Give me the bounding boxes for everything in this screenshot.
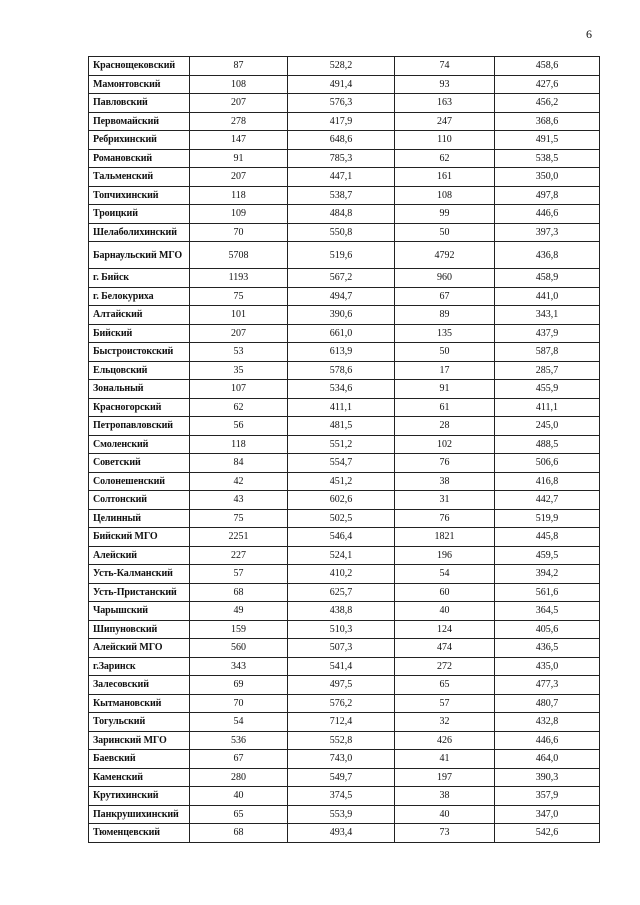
value-cell-2: 554,7 bbox=[288, 454, 395, 473]
value-cell-3: 93 bbox=[395, 75, 495, 94]
value-cell-3: 67 bbox=[395, 287, 495, 306]
value-cell-1: 159 bbox=[190, 620, 288, 639]
district-name-cell: Краснощековский bbox=[89, 57, 190, 76]
value-cell-3: 65 bbox=[395, 676, 495, 695]
table-row bbox=[89, 676, 600, 695]
value-cell-2: 602,6 bbox=[288, 491, 395, 510]
value-cell-3: 50 bbox=[395, 343, 495, 362]
table-body bbox=[89, 57, 600, 843]
value-cell-2: 438,8 bbox=[288, 602, 395, 621]
value-cell-4: 368,6 bbox=[495, 112, 600, 131]
value-cell-3: 4792 bbox=[395, 242, 495, 269]
district-name-cell: Панкрушихинский bbox=[89, 805, 190, 824]
district-name-cell: Кытмановский bbox=[89, 694, 190, 713]
table-row bbox=[89, 186, 600, 205]
table-row bbox=[89, 269, 600, 288]
district-name-cell: Тюменцевский bbox=[89, 824, 190, 843]
value-cell-4: 416,8 bbox=[495, 472, 600, 491]
value-cell-1: 207 bbox=[190, 324, 288, 343]
value-cell-3: 426 bbox=[395, 731, 495, 750]
value-cell-2: 481,5 bbox=[288, 417, 395, 436]
table-row bbox=[89, 361, 600, 380]
value-cell-1: 1193 bbox=[190, 269, 288, 288]
district-name-cell: Советский bbox=[89, 454, 190, 473]
table-row bbox=[89, 223, 600, 242]
district-name-cell: Романовский bbox=[89, 149, 190, 168]
value-cell-4: 538,5 bbox=[495, 149, 600, 168]
value-cell-4: 488,5 bbox=[495, 435, 600, 454]
value-cell-1: 5708 bbox=[190, 242, 288, 269]
table-row bbox=[89, 583, 600, 602]
value-cell-4: 437,9 bbox=[495, 324, 600, 343]
value-cell-2: 410,2 bbox=[288, 565, 395, 584]
value-cell-2: 507,3 bbox=[288, 639, 395, 658]
value-cell-1: 101 bbox=[190, 306, 288, 325]
table-row bbox=[89, 731, 600, 750]
table-row bbox=[89, 112, 600, 131]
value-cell-2: 712,4 bbox=[288, 713, 395, 732]
value-cell-2: 541,4 bbox=[288, 657, 395, 676]
value-cell-1: 68 bbox=[190, 824, 288, 843]
value-cell-2: 785,3 bbox=[288, 149, 395, 168]
value-cell-2: 519,6 bbox=[288, 242, 395, 269]
value-cell-1: 54 bbox=[190, 713, 288, 732]
district-name-cell: Топчихинский bbox=[89, 186, 190, 205]
value-cell-1: 278 bbox=[190, 112, 288, 131]
value-cell-3: 89 bbox=[395, 306, 495, 325]
value-cell-4: 480,7 bbox=[495, 694, 600, 713]
value-cell-2: 374,5 bbox=[288, 787, 395, 806]
table-row bbox=[89, 435, 600, 454]
table-row bbox=[89, 528, 600, 547]
district-name-cell: Солтонский bbox=[89, 491, 190, 510]
value-cell-2: 390,6 bbox=[288, 306, 395, 325]
value-cell-4: 364,5 bbox=[495, 602, 600, 621]
value-cell-1: 280 bbox=[190, 768, 288, 787]
value-cell-1: 118 bbox=[190, 435, 288, 454]
value-cell-3: 474 bbox=[395, 639, 495, 658]
table-row bbox=[89, 454, 600, 473]
table-row bbox=[89, 824, 600, 843]
value-cell-3: 1821 bbox=[395, 528, 495, 547]
value-cell-2: 534,6 bbox=[288, 380, 395, 399]
table-row bbox=[89, 149, 600, 168]
district-name-cell: Алтайский bbox=[89, 306, 190, 325]
table-row bbox=[89, 491, 600, 510]
value-cell-1: 84 bbox=[190, 454, 288, 473]
district-name-cell: Баевский bbox=[89, 750, 190, 769]
district-name-cell: Шипуновский bbox=[89, 620, 190, 639]
value-cell-1: 57 bbox=[190, 565, 288, 584]
value-cell-4: 397,3 bbox=[495, 223, 600, 242]
value-cell-2: 576,2 bbox=[288, 694, 395, 713]
value-cell-2: 613,9 bbox=[288, 343, 395, 362]
value-cell-1: 75 bbox=[190, 509, 288, 528]
value-cell-1: 560 bbox=[190, 639, 288, 658]
value-cell-1: 118 bbox=[190, 186, 288, 205]
district-name-cell: Каменский bbox=[89, 768, 190, 787]
table-row bbox=[89, 306, 600, 325]
value-cell-4: 441,0 bbox=[495, 287, 600, 306]
value-cell-3: 31 bbox=[395, 491, 495, 510]
value-cell-4: 458,6 bbox=[495, 57, 600, 76]
value-cell-3: 28 bbox=[395, 417, 495, 436]
value-cell-1: 147 bbox=[190, 131, 288, 150]
data-table bbox=[88, 56, 600, 843]
value-cell-3: 124 bbox=[395, 620, 495, 639]
value-cell-2: 551,2 bbox=[288, 435, 395, 454]
value-cell-1: 75 bbox=[190, 287, 288, 306]
value-cell-2: 524,1 bbox=[288, 546, 395, 565]
page-number: 6 bbox=[586, 27, 592, 41]
district-name-cell: Троицкий bbox=[89, 205, 190, 224]
value-cell-3: 62 bbox=[395, 149, 495, 168]
value-cell-4: 459,5 bbox=[495, 546, 600, 565]
value-cell-4: 587,8 bbox=[495, 343, 600, 362]
value-cell-2: 550,8 bbox=[288, 223, 395, 242]
value-cell-2: 661,0 bbox=[288, 324, 395, 343]
value-cell-4: 390,3 bbox=[495, 768, 600, 787]
value-cell-3: 40 bbox=[395, 805, 495, 824]
value-cell-3: 102 bbox=[395, 435, 495, 454]
table-row bbox=[89, 787, 600, 806]
value-cell-3: 32 bbox=[395, 713, 495, 732]
table-row bbox=[89, 417, 600, 436]
value-cell-3: 99 bbox=[395, 205, 495, 224]
value-cell-1: 35 bbox=[190, 361, 288, 380]
value-cell-1: 65 bbox=[190, 805, 288, 824]
district-name-cell: г. Бийск bbox=[89, 269, 190, 288]
value-cell-3: 74 bbox=[395, 57, 495, 76]
value-cell-1: 2251 bbox=[190, 528, 288, 547]
table-row bbox=[89, 94, 600, 113]
district-name-cell: Ребрихинский bbox=[89, 131, 190, 150]
value-cell-2: 491,4 bbox=[288, 75, 395, 94]
value-cell-1: 70 bbox=[190, 694, 288, 713]
value-cell-4: 542,6 bbox=[495, 824, 600, 843]
value-cell-2: 576,3 bbox=[288, 94, 395, 113]
table-row bbox=[89, 242, 600, 269]
value-cell-3: 135 bbox=[395, 324, 495, 343]
value-cell-3: 197 bbox=[395, 768, 495, 787]
value-cell-3: 161 bbox=[395, 168, 495, 187]
value-cell-3: 38 bbox=[395, 472, 495, 491]
value-cell-2: 549,7 bbox=[288, 768, 395, 787]
table-row bbox=[89, 768, 600, 787]
value-cell-2: 510,3 bbox=[288, 620, 395, 639]
value-cell-3: 163 bbox=[395, 94, 495, 113]
value-cell-3: 73 bbox=[395, 824, 495, 843]
district-name-cell: Барнаульский МГО bbox=[89, 242, 190, 269]
table-row bbox=[89, 75, 600, 94]
value-cell-2: 484,8 bbox=[288, 205, 395, 224]
value-cell-1: 107 bbox=[190, 380, 288, 399]
table-row bbox=[89, 565, 600, 584]
district-name-cell: Алейский МГО bbox=[89, 639, 190, 658]
value-cell-2: 743,0 bbox=[288, 750, 395, 769]
district-name-cell: Залесовский bbox=[89, 676, 190, 695]
table-row bbox=[89, 639, 600, 658]
value-cell-4: 347,0 bbox=[495, 805, 600, 824]
value-cell-2: 552,8 bbox=[288, 731, 395, 750]
value-cell-4: 427,6 bbox=[495, 75, 600, 94]
value-cell-4: 477,3 bbox=[495, 676, 600, 695]
district-name-cell: Быстроистокский bbox=[89, 343, 190, 362]
table-row bbox=[89, 805, 600, 824]
district-name-cell: Крутихинский bbox=[89, 787, 190, 806]
value-cell-2: 451,2 bbox=[288, 472, 395, 491]
value-cell-3: 272 bbox=[395, 657, 495, 676]
district-name-cell: Павловский bbox=[89, 94, 190, 113]
table-row bbox=[89, 205, 600, 224]
value-cell-4: 436,8 bbox=[495, 242, 600, 269]
district-name-cell: Усть-Калманский bbox=[89, 565, 190, 584]
district-name-cell: г. Белокуриха bbox=[89, 287, 190, 306]
value-cell-1: 87 bbox=[190, 57, 288, 76]
value-cell-3: 41 bbox=[395, 750, 495, 769]
value-cell-2: 578,6 bbox=[288, 361, 395, 380]
table-row bbox=[89, 546, 600, 565]
district-name-cell: Тогульский bbox=[89, 713, 190, 732]
value-cell-3: 960 bbox=[395, 269, 495, 288]
table-row bbox=[89, 343, 600, 362]
value-cell-2: 528,2 bbox=[288, 57, 395, 76]
district-name-cell: Алейский bbox=[89, 546, 190, 565]
value-cell-3: 40 bbox=[395, 602, 495, 621]
district-name-cell: Тальменский bbox=[89, 168, 190, 187]
value-cell-1: 68 bbox=[190, 583, 288, 602]
value-cell-1: 49 bbox=[190, 602, 288, 621]
value-cell-4: 394,2 bbox=[495, 565, 600, 584]
value-cell-4: 446,6 bbox=[495, 731, 600, 750]
table-row bbox=[89, 750, 600, 769]
value-cell-1: 70 bbox=[190, 223, 288, 242]
district-name-cell: Целинный bbox=[89, 509, 190, 528]
value-cell-4: 458,9 bbox=[495, 269, 600, 288]
district-name-cell: г.Заринск bbox=[89, 657, 190, 676]
district-name-cell: Смоленский bbox=[89, 435, 190, 454]
value-cell-1: 227 bbox=[190, 546, 288, 565]
district-name-cell: Петропавловский bbox=[89, 417, 190, 436]
table-row bbox=[89, 287, 600, 306]
district-name-cell: Шелаболихинский bbox=[89, 223, 190, 242]
value-cell-4: 464,0 bbox=[495, 750, 600, 769]
value-cell-3: 61 bbox=[395, 398, 495, 417]
value-cell-4: 445,8 bbox=[495, 528, 600, 547]
district-name-cell: Усть-Пристанский bbox=[89, 583, 190, 602]
value-cell-3: 91 bbox=[395, 380, 495, 399]
value-cell-2: 567,2 bbox=[288, 269, 395, 288]
value-cell-2: 494,7 bbox=[288, 287, 395, 306]
value-cell-4: 350,0 bbox=[495, 168, 600, 187]
value-cell-2: 497,5 bbox=[288, 676, 395, 695]
value-cell-2: 546,4 bbox=[288, 528, 395, 547]
value-cell-4: 506,6 bbox=[495, 454, 600, 473]
value-cell-2: 417,9 bbox=[288, 112, 395, 131]
value-cell-1: 69 bbox=[190, 676, 288, 695]
value-cell-1: 67 bbox=[190, 750, 288, 769]
value-cell-4: 456,2 bbox=[495, 94, 600, 113]
value-cell-1: 207 bbox=[190, 168, 288, 187]
value-cell-4: 245,0 bbox=[495, 417, 600, 436]
value-cell-4: 561,6 bbox=[495, 583, 600, 602]
value-cell-2: 538,7 bbox=[288, 186, 395, 205]
value-cell-2: 493,4 bbox=[288, 824, 395, 843]
value-cell-1: 56 bbox=[190, 417, 288, 436]
value-cell-1: 40 bbox=[190, 787, 288, 806]
district-name-cell: Заринский МГО bbox=[89, 731, 190, 750]
value-cell-2: 447,1 bbox=[288, 168, 395, 187]
value-cell-4: 442,7 bbox=[495, 491, 600, 510]
value-cell-1: 343 bbox=[190, 657, 288, 676]
value-cell-1: 536 bbox=[190, 731, 288, 750]
district-name-cell: Ельцовский bbox=[89, 361, 190, 380]
table-row bbox=[89, 131, 600, 150]
table-row bbox=[89, 57, 600, 76]
district-name-cell: Первомайский bbox=[89, 112, 190, 131]
table-row bbox=[89, 472, 600, 491]
value-cell-3: 108 bbox=[395, 186, 495, 205]
value-cell-1: 207 bbox=[190, 94, 288, 113]
district-name-cell: Бийский bbox=[89, 324, 190, 343]
value-cell-1: 108 bbox=[190, 75, 288, 94]
district-name-cell: Зональный bbox=[89, 380, 190, 399]
district-name-cell: Чарышский bbox=[89, 602, 190, 621]
value-cell-2: 648,6 bbox=[288, 131, 395, 150]
district-name-cell: Красногорский bbox=[89, 398, 190, 417]
value-cell-1: 62 bbox=[190, 398, 288, 417]
value-cell-1: 43 bbox=[190, 491, 288, 510]
table-row bbox=[89, 602, 600, 621]
table-row bbox=[89, 694, 600, 713]
value-cell-2: 553,9 bbox=[288, 805, 395, 824]
district-name-cell: Мамонтовский bbox=[89, 75, 190, 94]
table-row bbox=[89, 657, 600, 676]
value-cell-3: 57 bbox=[395, 694, 495, 713]
value-cell-4: 436,5 bbox=[495, 639, 600, 658]
value-cell-3: 76 bbox=[395, 509, 495, 528]
value-cell-4: 343,1 bbox=[495, 306, 600, 325]
value-cell-4: 446,6 bbox=[495, 205, 600, 224]
value-cell-1: 42 bbox=[190, 472, 288, 491]
table-row bbox=[89, 380, 600, 399]
value-cell-4: 497,8 bbox=[495, 186, 600, 205]
table-row bbox=[89, 509, 600, 528]
value-cell-3: 60 bbox=[395, 583, 495, 602]
district-name-cell: Солонешенский bbox=[89, 472, 190, 491]
table-row bbox=[89, 713, 600, 732]
table-row bbox=[89, 324, 600, 343]
value-cell-4: 405,6 bbox=[495, 620, 600, 639]
value-cell-1: 109 bbox=[190, 205, 288, 224]
value-cell-1: 53 bbox=[190, 343, 288, 362]
district-name-cell: Бийский МГО bbox=[89, 528, 190, 547]
table-row bbox=[89, 398, 600, 417]
value-cell-4: 411,1 bbox=[495, 398, 600, 417]
table-row bbox=[89, 168, 600, 187]
value-cell-3: 38 bbox=[395, 787, 495, 806]
value-cell-4: 455,9 bbox=[495, 380, 600, 399]
value-cell-3: 50 bbox=[395, 223, 495, 242]
value-cell-4: 285,7 bbox=[495, 361, 600, 380]
value-cell-2: 625,7 bbox=[288, 583, 395, 602]
value-cell-3: 110 bbox=[395, 131, 495, 150]
value-cell-2: 502,5 bbox=[288, 509, 395, 528]
value-cell-2: 411,1 bbox=[288, 398, 395, 417]
value-cell-4: 519,9 bbox=[495, 509, 600, 528]
value-cell-3: 17 bbox=[395, 361, 495, 380]
value-cell-3: 196 bbox=[395, 546, 495, 565]
value-cell-4: 357,9 bbox=[495, 787, 600, 806]
value-cell-3: 54 bbox=[395, 565, 495, 584]
value-cell-1: 91 bbox=[190, 149, 288, 168]
value-cell-3: 247 bbox=[395, 112, 495, 131]
value-cell-3: 76 bbox=[395, 454, 495, 473]
value-cell-4: 432,8 bbox=[495, 713, 600, 732]
value-cell-4: 435,0 bbox=[495, 657, 600, 676]
value-cell-4: 491,5 bbox=[495, 131, 600, 150]
table-row bbox=[89, 620, 600, 639]
